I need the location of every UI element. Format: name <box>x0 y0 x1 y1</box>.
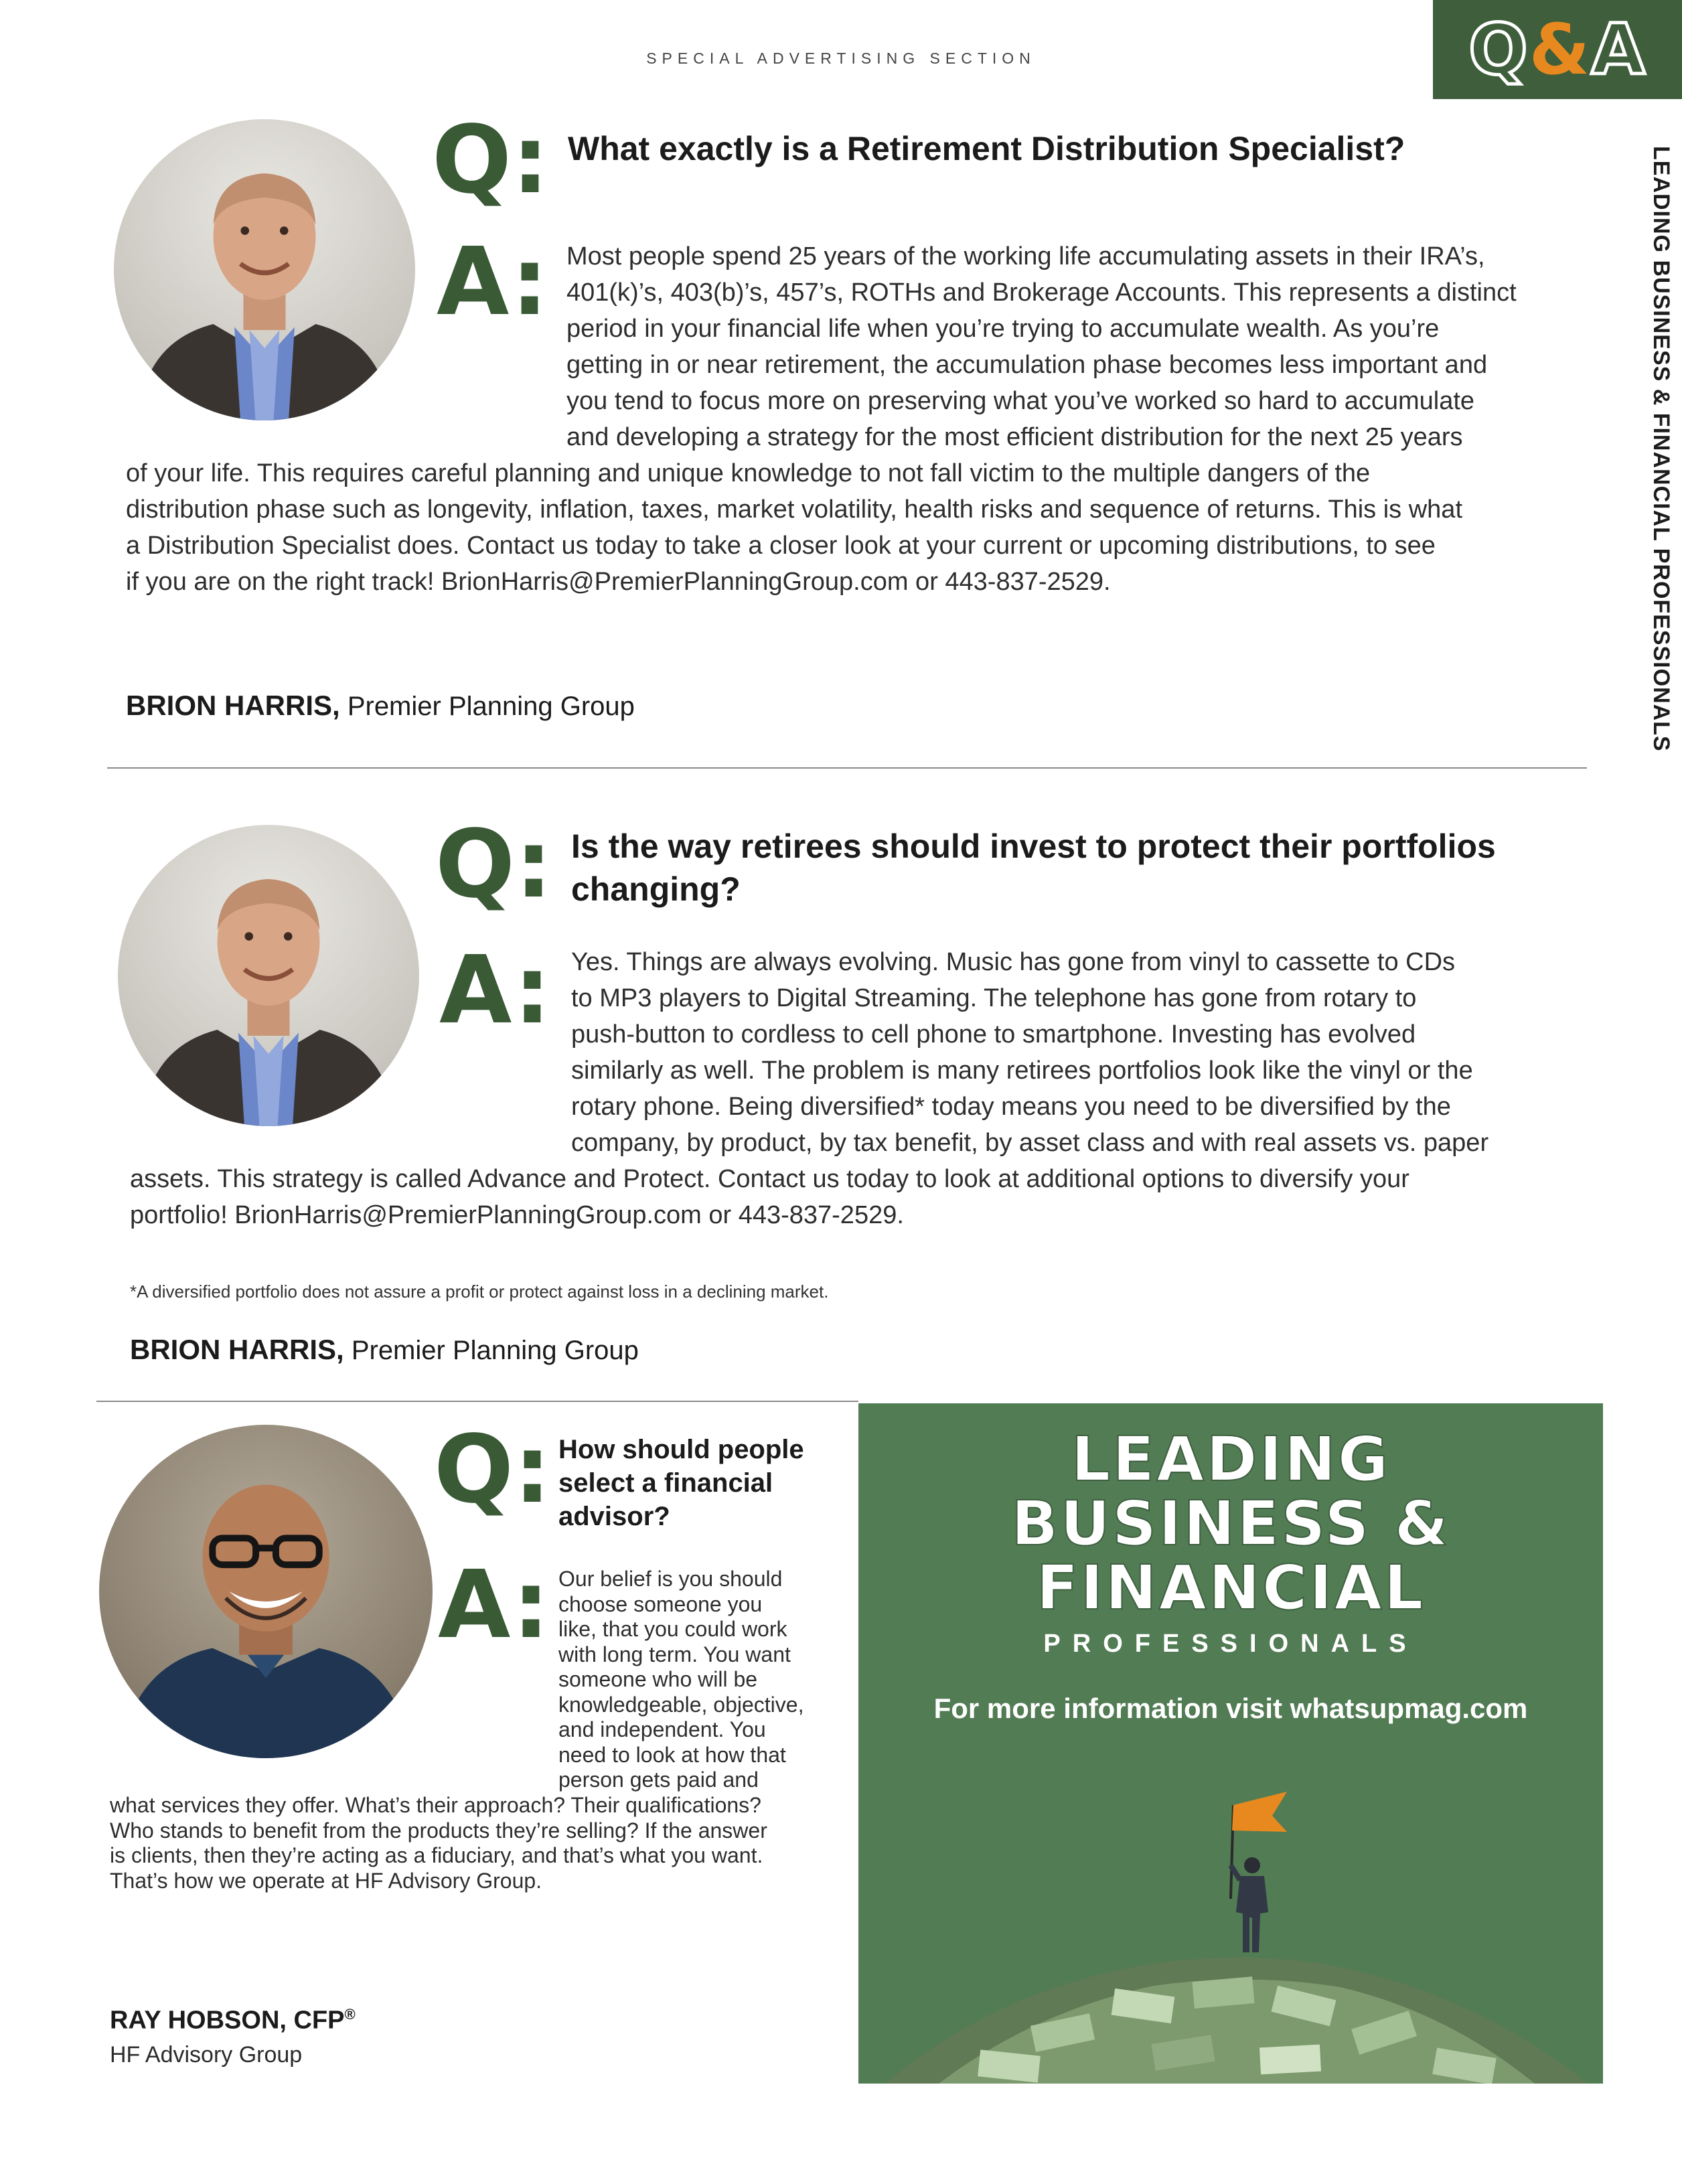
a3-wide-line: Who stands to benefit from the products they’re selling? If the answer <box>110 1818 767 1843</box>
person-photo-icon <box>114 119 415 420</box>
a1-answer-continued <box>126 455 1462 600</box>
a3-wide-line: is clients, then they’re acting as a fiduciary, and that’s what you want. <box>110 1843 763 1867</box>
qa3-author-name-text: RAY HOBSON, CFP <box>110 2006 345 2035</box>
q2-letter: Q: <box>435 810 552 919</box>
promo-info-link[interactable]: For more information visit whatsupmag.com <box>933 1693 1528 1724</box>
a3-answer-continued <box>110 1793 767 1893</box>
q3-question-line: How should people <box>558 1435 804 1464</box>
q3-letter: Q: <box>434 1415 551 1525</box>
a3-line: person gets paid and <box>558 1768 759 1792</box>
vertical-section-label: LEADING BUSINESS & FINANCIAL PROFESSIONALS <box>1649 146 1674 752</box>
a3-line: knowledgeable, objective, <box>558 1692 804 1717</box>
a2-wide-line: assets. This strategy is called Advance and Protect. Contact us today to look at additional options to diversify your <box>130 1165 1409 1193</box>
money-pile-illustration <box>858 1751 1603 2084</box>
a2-answer-block <box>571 944 1488 1161</box>
qa-badge-logo <box>1433 0 1682 99</box>
section-divider-1 <box>107 767 1587 769</box>
money-pile-icon <box>885 1957 1588 2084</box>
a1-line: getting in or near retirement, the accumulation phase becomes less important and <box>566 351 1488 379</box>
a1-wide-line: if you are on the right track! BrionHarris@PremierPlanningGroup.com or 443-837-2529. <box>126 568 1111 596</box>
a3-line: with long term. You want <box>558 1642 791 1666</box>
promo-subtitle: PROFESSIONALS <box>1043 1630 1418 1658</box>
flag-icon <box>1232 1792 1287 1832</box>
a3-letter: A: <box>438 1551 550 1660</box>
qa3-author-name <box>110 2006 356 2035</box>
q3-question-line: select a financial <box>558 1468 773 1498</box>
qa2-author-org: Premier Planning Group <box>351 1336 639 1365</box>
a1-wide-line: a Distribution Specialist does. Contact us today to take a closer look at your current or upcoming distributions, to see <box>126 532 1436 560</box>
a3-wide-line: what services they offer. What’s their approach? Their qualifications? <box>110 1793 761 1817</box>
a2-wide-line: portfolio! BrionHarris@PremierPlanningGroup.com or 443-837-2529. <box>130 1201 904 1229</box>
badge-amp: & <box>1529 9 1592 90</box>
a2-answer-continued <box>130 1161 1409 1233</box>
q1-question: What exactly is a Retirement Distribution Specialist? <box>568 130 1405 167</box>
a2-line: Yes. Things are always evolving. Music has gone from vinyl to cassette to CDs <box>571 948 1456 976</box>
registered-mark: ® <box>344 2006 356 2023</box>
promo-title-line: LEADING <box>1071 1423 1391 1495</box>
a2-line: rotary phone. Being diversified* today means you need to be diversified by the <box>571 1093 1451 1121</box>
a1-answer-block <box>566 238 1517 455</box>
section-header-label: SPECIAL ADVERTISING SECTION <box>646 50 1036 67</box>
a2-footnote: *A diversified portfolio does not assure a profit or protect against loss in a declining market. <box>130 1281 829 1302</box>
a2-line: to MP3 players to Digital Streaming. The telephone has gone from rotary to <box>571 984 1417 1012</box>
qa2-byline <box>130 1334 639 1366</box>
q2-question <box>571 825 1496 911</box>
q2-question-line: changing? <box>571 870 741 908</box>
standing-person-icon <box>1231 1857 1268 1952</box>
a3-wide-line: That’s how we operate at HF Advisory Group. <box>110 1868 542 1893</box>
a1-letter: A: <box>437 228 548 337</box>
promo-panel <box>858 1403 1603 2084</box>
promo-title-line: BUSINESS & <box>1011 1488 1450 1559</box>
brion-harris-portrait <box>114 119 415 420</box>
q1-letter: Q: <box>432 106 549 215</box>
q3-question <box>558 1433 804 1533</box>
brion-harris-portrait-2 <box>118 825 419 1126</box>
a3-line: like, that you could work <box>558 1617 787 1641</box>
a2-letter: A: <box>439 936 551 1045</box>
a1-wide-line: distribution phase such as longevity, inflation, taxes, market volatility, health risks and sequence of returns. This is what <box>126 495 1463 524</box>
person-photo-icon <box>118 825 419 1126</box>
a3-line: and independent. You <box>558 1717 766 1741</box>
a1-line: 401(k)’s, 403(b)’s, 457’s, ROTHs and Brokerage Accounts. This represents a distinct <box>566 279 1517 307</box>
a3-answer-block <box>558 1567 804 1793</box>
a2-line: push-button to cordless to cell phone to smartphone. Investing has evolved <box>571 1020 1416 1048</box>
ray-hobson-portrait <box>99 1425 433 1758</box>
badge-q: Q <box>1468 9 1529 90</box>
qa1-author-org: Premier Planning Group <box>347 692 635 721</box>
a1-line: you tend to focus more on preserving what you’ve worked so hard to accumulate <box>566 387 1475 415</box>
a1-line: and developing a strategy for the most efficient distribution for the next 25 years <box>566 423 1463 451</box>
a3-line: need to look at how that <box>558 1742 786 1767</box>
qa2-author-name: BRION HARRIS, <box>130 1334 344 1365</box>
a1-line: Most people spend 25 years of the working life accumulating assets in their IRA’s, <box>566 242 1485 270</box>
a3-line: someone who will be <box>558 1667 758 1691</box>
a3-line: Our belief is you should <box>558 1567 783 1591</box>
qa1-author-name: BRION HARRIS, <box>126 690 340 721</box>
qa3-author-org: HF Advisory Group <box>110 2042 303 2068</box>
badge-a: A <box>1591 9 1647 90</box>
section-divider-2 <box>96 1401 858 1402</box>
promo-title-line: FINANCIAL <box>1036 1552 1426 1624</box>
a1-line: period in your financial life when you’re trying to accumulate wealth. As you’re <box>566 315 1440 343</box>
a2-line: similarly as well. The problem is many retirees portfolios look like the vinyl or the <box>571 1057 1473 1085</box>
qa1-byline <box>126 690 635 722</box>
person-photo-icon <box>99 1425 433 1758</box>
q3-question-line: advisor? <box>558 1502 670 1531</box>
a1-wide-line: of your life. This requires careful planning and unique knowledge to not fall victim to the multiple dangers of the <box>126 459 1371 487</box>
a3-line: choose someone you <box>558 1591 763 1616</box>
q2-question-line: Is the way retirees should invest to protect their portfolios <box>571 828 1496 865</box>
a2-line: company, by product, by tax benefit, by asset class and with real assets vs. paper <box>571 1129 1489 1157</box>
